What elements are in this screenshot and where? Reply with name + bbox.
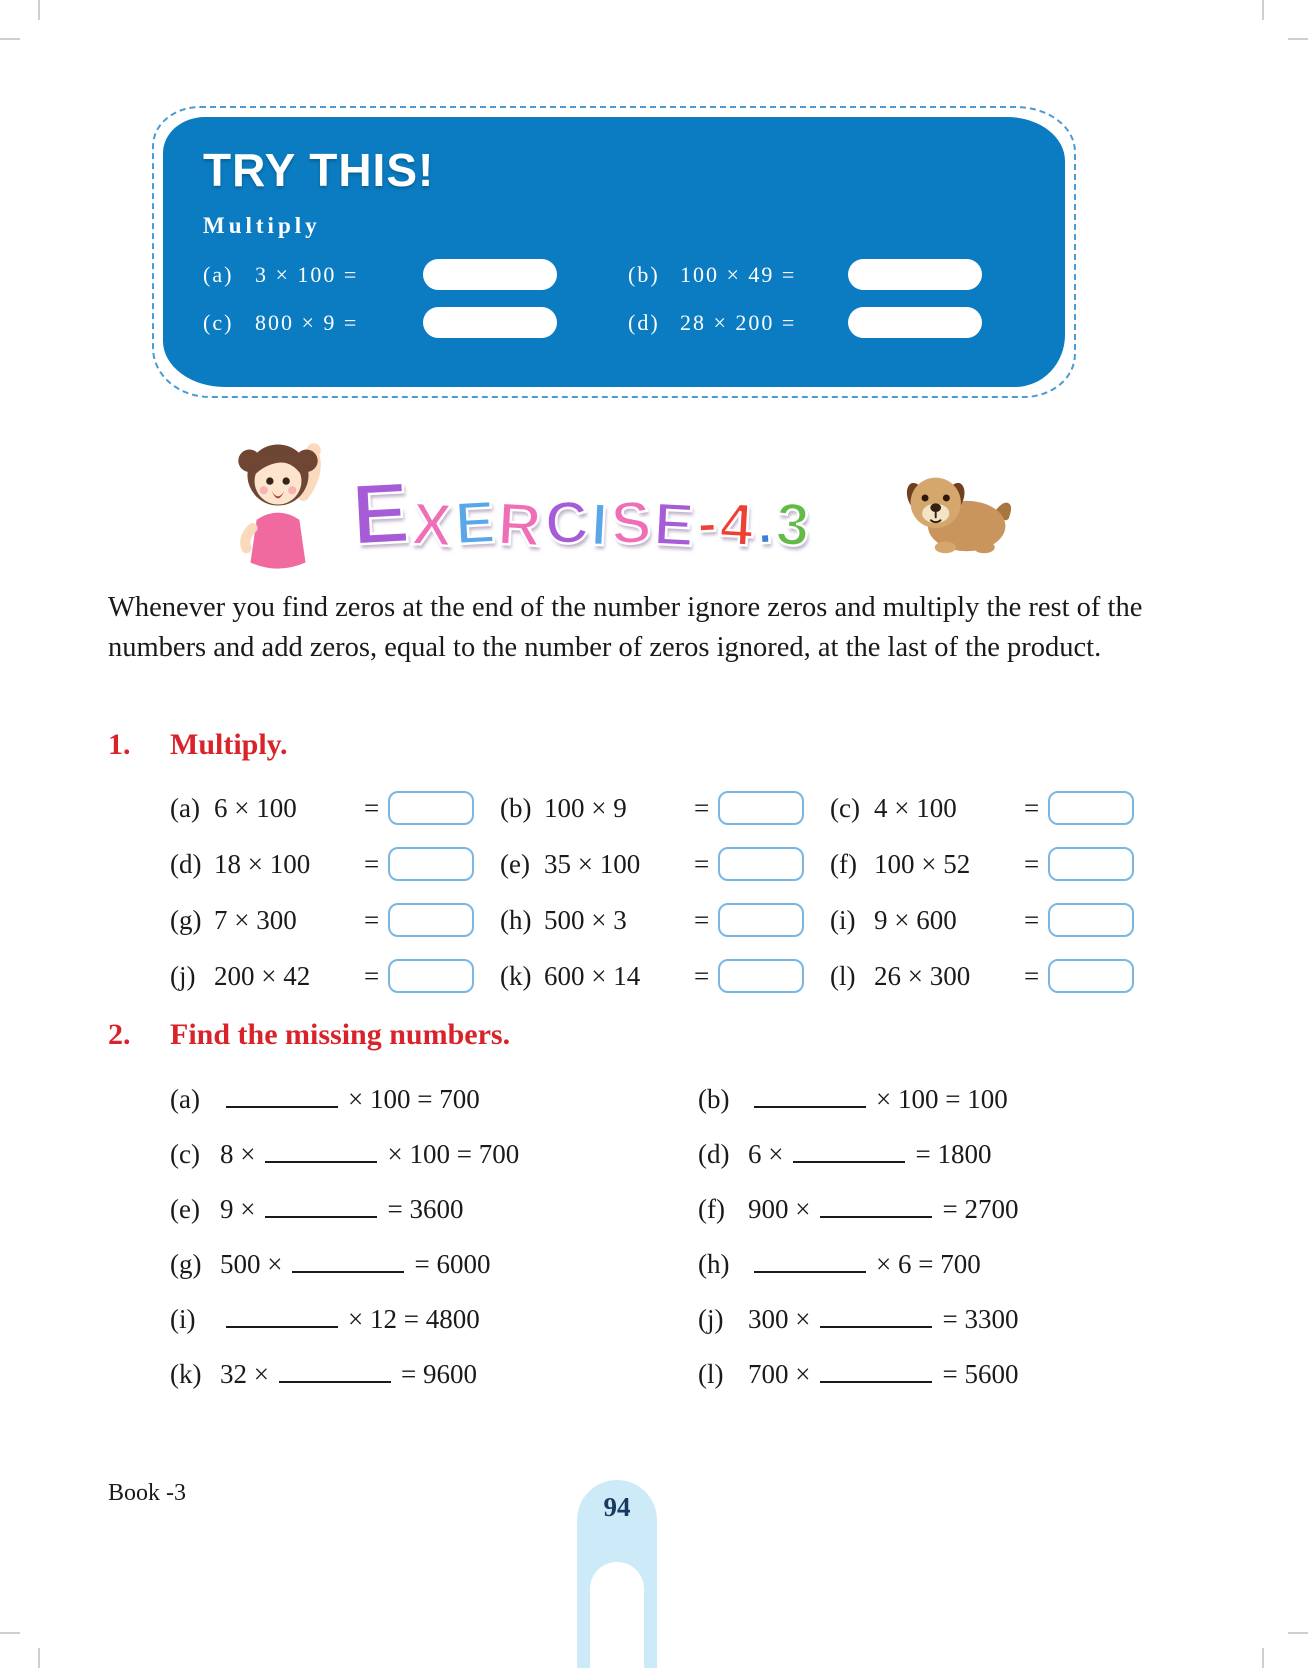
item-suffix: × 12 = 4800 [348, 1304, 480, 1334]
exercise-banner [0, 430, 1308, 580]
answer-pill[interactable] [423, 259, 557, 290]
item-prefix: 700 × [748, 1359, 811, 1389]
answer-box[interactable] [1048, 903, 1134, 937]
missing-number-item [170, 1359, 698, 1390]
item-label: (h) [698, 1249, 730, 1279]
multiply-item [830, 903, 1160, 937]
item-label: (h) [500, 904, 532, 935]
answer-box[interactable] [388, 847, 474, 881]
missing-numbers-grid [170, 1072, 1193, 1402]
problem-expression: 800 × 9 = [255, 309, 359, 335]
item-suffix: = 9600 [400, 1359, 477, 1389]
bubble-letter: . [754, 488, 778, 557]
item-label: (e) [500, 848, 530, 879]
answer-box[interactable] [388, 959, 474, 993]
item-label: (c) [170, 1139, 200, 1169]
item-suffix: = 1800 [915, 1139, 992, 1169]
multiply-item [830, 959, 1160, 993]
multiply-item [170, 847, 500, 881]
item-label: (g) [170, 1249, 202, 1279]
try-this-problem [628, 259, 1053, 290]
item-expression: 7 × 300 [214, 904, 297, 935]
item-label: (b) [698, 1084, 730, 1114]
item-label: (j) [698, 1304, 724, 1334]
item-label: (i) [170, 1304, 196, 1334]
answer-box[interactable] [1048, 847, 1134, 881]
exercise-title [349, 464, 814, 564]
missing-number-item [170, 1194, 698, 1225]
answer-pill[interactable] [848, 307, 982, 338]
equals-sign: = [694, 792, 710, 823]
item-expression: 26 × 300 [874, 960, 971, 991]
item-expression: 4 × 100 [874, 792, 957, 823]
missing-number-item [170, 1084, 698, 1115]
answer-pill[interactable] [423, 307, 557, 338]
item-label: (a) [170, 1084, 200, 1114]
try-this-problem [203, 307, 628, 338]
bubble-letter: E [453, 487, 501, 558]
multiply-grid [170, 780, 1183, 1004]
multiply-item [830, 847, 1160, 881]
equals-sign: = [694, 960, 710, 991]
problem-expression: 28 × 200 = [680, 309, 797, 335]
item-suffix: × 100 = 700 [387, 1139, 520, 1169]
bubble-letter: 3 [774, 490, 814, 559]
problem-expression: 3 × 100 = [255, 261, 359, 287]
item-expression: 500 × 3 [544, 904, 627, 935]
answer-blank[interactable] [279, 1365, 391, 1383]
problem-expression: 100 × 49 = [680, 261, 797, 287]
multiply-item [500, 959, 830, 993]
answer-pill[interactable] [848, 259, 982, 290]
answer-blank[interactable] [793, 1145, 905, 1163]
puppy-icon [898, 466, 1016, 558]
item-suffix: = 3300 [942, 1304, 1019, 1334]
item-expression: 100 × 52 [874, 848, 971, 879]
equals-sign: = [364, 960, 380, 991]
page-number: 94 [603, 1492, 631, 1522]
crop-mark-top-left [38, 0, 40, 20]
answer-blank[interactable] [265, 1200, 377, 1218]
item-expression: 600 × 14 [544, 960, 641, 991]
item-label: (f) [830, 848, 857, 879]
item-suffix: = 6000 [414, 1249, 491, 1279]
equals-sign: = [694, 848, 710, 879]
item-suffix: × 6 = 700 [876, 1249, 981, 1279]
item-label: (d) [170, 848, 202, 879]
missing-number-item [698, 1084, 1193, 1115]
bubble-letter: X [410, 489, 458, 560]
bubble-letter: C [543, 487, 593, 558]
item-suffix: × 100 = 700 [348, 1084, 480, 1114]
missing-number-item [698, 1139, 1193, 1170]
try-this-problem [203, 259, 628, 290]
missing-number-item [170, 1139, 698, 1170]
answer-box[interactable] [718, 959, 804, 993]
problem-label: (c) [203, 309, 234, 335]
question-number: 1. [108, 728, 131, 761]
page-tab-inner-shape [590, 1562, 644, 1668]
multiply-item [830, 791, 1160, 825]
bubble-letter: S [609, 487, 656, 558]
item-label: (d) [698, 1139, 730, 1169]
try-this-subtitle: Multiply [203, 213, 321, 238]
exercise-intro-text: Whenever you find zeros at the end of the number ignore zeros and multiply the rest of the numbers and add zeros, equal to the number of zeros ignored, at the last of the product. [108, 592, 1143, 663]
item-label: (c) [830, 792, 860, 823]
item-label: (g) [170, 904, 202, 935]
missing-number-item [170, 1249, 698, 1280]
question-title: Multiply. [170, 728, 288, 761]
missing-number-item [170, 1304, 698, 1335]
answer-blank[interactable] [292, 1255, 404, 1273]
item-suffix: × 100 = 100 [876, 1084, 1008, 1114]
problem-label: (b) [628, 261, 660, 287]
page-number-tab [577, 1480, 657, 1668]
item-prefix: 8 × [220, 1139, 256, 1169]
crop-mark-top-left [0, 38, 20, 40]
equals-sign: = [364, 904, 380, 935]
try-this-panel [163, 117, 1065, 387]
answer-blank[interactable] [820, 1200, 932, 1218]
missing-number-item [698, 1304, 1193, 1335]
item-label: (l) [830, 960, 856, 991]
crop-mark-bottom-right [1288, 1632, 1308, 1634]
answer-box[interactable] [718, 847, 804, 881]
answer-blank[interactable] [265, 1145, 377, 1163]
crop-mark-bottom-right [1262, 1648, 1264, 1668]
missing-number-item [698, 1249, 1193, 1280]
answer-blank[interactable] [820, 1365, 932, 1383]
item-label: (e) [170, 1194, 200, 1224]
item-label: (l) [698, 1359, 724, 1389]
item-expression: 200 × 42 [214, 960, 311, 991]
answer-blank[interactable] [754, 1255, 866, 1273]
question-number: 2. [108, 1018, 131, 1051]
item-prefix: 32 × [220, 1359, 269, 1389]
equals-sign: = [364, 848, 380, 879]
answer-blank[interactable] [226, 1310, 338, 1328]
bubble-letter: R [496, 489, 547, 560]
item-label: (a) [170, 792, 200, 823]
question-1 [108, 728, 1183, 1004]
try-this-box [152, 106, 1076, 398]
bubble-letter: E [651, 489, 699, 560]
equals-sign: = [1024, 792, 1040, 823]
multiply-item [170, 959, 500, 993]
answer-box[interactable] [388, 903, 474, 937]
equals-sign: = [1024, 960, 1040, 991]
item-expression: 35 × 100 [544, 848, 641, 879]
item-prefix: 300 × [748, 1304, 811, 1334]
question-1-heading [108, 728, 1183, 762]
multiply-item [170, 903, 500, 937]
book-label: Book -3 [108, 1480, 186, 1506]
item-label: (i) [830, 904, 856, 935]
missing-number-item [698, 1194, 1193, 1225]
equals-sign: = [1024, 848, 1040, 879]
answer-box[interactable] [1048, 791, 1134, 825]
answer-box[interactable] [718, 903, 804, 937]
item-prefix: 900 × [748, 1194, 811, 1224]
try-this-problem [628, 307, 1053, 338]
answer-box[interactable] [718, 791, 804, 825]
item-prefix: 6 × [748, 1139, 784, 1169]
item-label: (j) [170, 960, 196, 991]
answer-box[interactable] [388, 791, 474, 825]
bubble-letter: - [695, 488, 722, 557]
bubble-letter: 4 [718, 490, 758, 559]
multiply-item [170, 791, 500, 825]
question-title: Find the missing numbers. [170, 1018, 511, 1051]
item-expression: 9 × 600 [874, 904, 957, 935]
item-prefix: 9 × [220, 1194, 256, 1224]
item-label: (k) [500, 960, 532, 991]
item-suffix: = 2700 [942, 1194, 1019, 1224]
item-expression: 6 × 100 [214, 792, 297, 823]
question-2-heading [108, 1018, 1193, 1052]
crop-mark-bottom-left [38, 1648, 40, 1668]
equals-sign: = [694, 904, 710, 935]
equals-sign: = [364, 792, 380, 823]
item-expression: 100 × 9 [544, 792, 627, 823]
problem-label: (d) [628, 309, 660, 335]
multiply-item [500, 903, 830, 937]
missing-number-item [698, 1359, 1193, 1390]
multiply-item [500, 791, 830, 825]
crop-mark-bottom-left [0, 1632, 20, 1634]
equals-sign: = [1024, 904, 1040, 935]
item-suffix: = 3600 [387, 1194, 464, 1224]
multiply-item [500, 847, 830, 881]
item-label: (k) [170, 1359, 202, 1389]
crop-mark-top-right [1262, 0, 1264, 20]
item-prefix: 500 × [220, 1249, 283, 1279]
item-label: (f) [698, 1194, 725, 1224]
try-this-title: TRY THIS! [203, 144, 435, 196]
answer-box[interactable] [1048, 959, 1134, 993]
answer-blank[interactable] [820, 1310, 932, 1328]
crop-mark-top-right [1288, 38, 1308, 40]
try-this-problems [203, 259, 1035, 338]
question-2 [108, 1018, 1193, 1402]
pointing-girl-icon [222, 432, 334, 575]
bubble-letter: I [589, 490, 613, 559]
answer-blank[interactable] [226, 1090, 338, 1108]
problem-label: (a) [203, 261, 234, 287]
item-expression: 18 × 100 [214, 848, 311, 879]
answer-blank[interactable] [754, 1090, 866, 1108]
bubble-letter: E [349, 464, 415, 564]
item-label: (b) [500, 792, 532, 823]
item-suffix: = 5600 [942, 1359, 1019, 1389]
